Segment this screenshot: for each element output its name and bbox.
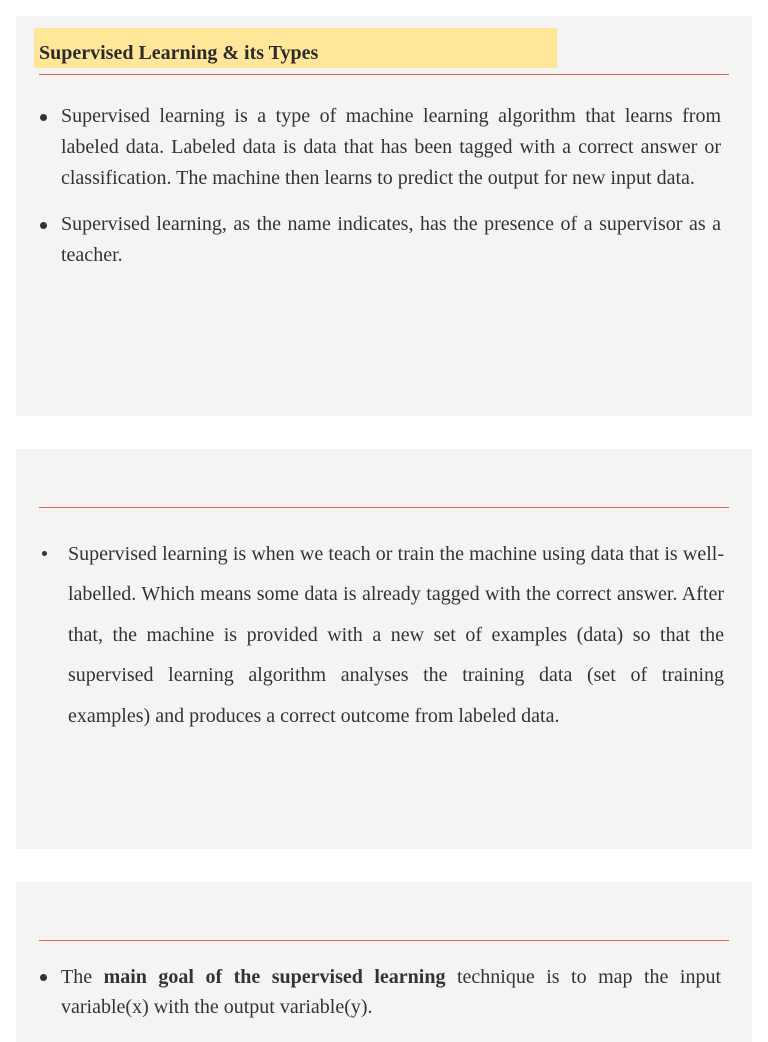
bullet-text-suffix: technique is to map the input variable(x) with the output variable(y). [61, 966, 722, 1018]
bullet-item [61, 209, 721, 271]
bullet-dot-icon [42, 551, 47, 556]
bullet-text: Supervised learning is a type of machine learning algorithm that learns from labeled data. Labeled data is data that has been tagged with a correct answer or classification. The machine then learns to predict the output for new input data. [61, 105, 721, 189]
bullet-dot-icon [40, 222, 47, 229]
bullet-list [61, 101, 721, 286]
bullet-text-prefix: The [61, 966, 104, 988]
title-divider [39, 74, 729, 75]
bullet-text: Supervised learning is when we teach or train the machine using data that is well-labelled. Which means some data is already tagged with the correct answer. After that, the machine is provided with a new set of examples (data) so that the supervised learning algorithm analyses the training data (set of training examples) and produces a correct outcome from labeled data. [68, 543, 724, 727]
bullet-text-bold: main goal of the supervised learning [103, 966, 446, 988]
title-divider [39, 507, 729, 508]
bullet-dot-icon [40, 114, 47, 121]
bullet-item [61, 962, 721, 1022]
bullet-item [68, 534, 724, 736]
bullet-dot-icon [40, 974, 47, 981]
bullet-list [61, 962, 721, 1022]
bullet-item [61, 101, 721, 194]
slide-supervised-learning-definition [16, 449, 752, 849]
slide-supervised-learning-intro [16, 16, 752, 416]
slide-supervised-learning-goal [16, 882, 752, 1042]
title-divider [39, 940, 729, 941]
bullet-list [68, 534, 724, 736]
slide-title: Supervised Learning & its Types [34, 28, 557, 68]
bullet-text: Supervised learning, as the name indicates, has the presence of a supervisor as a teacher. [61, 213, 721, 266]
